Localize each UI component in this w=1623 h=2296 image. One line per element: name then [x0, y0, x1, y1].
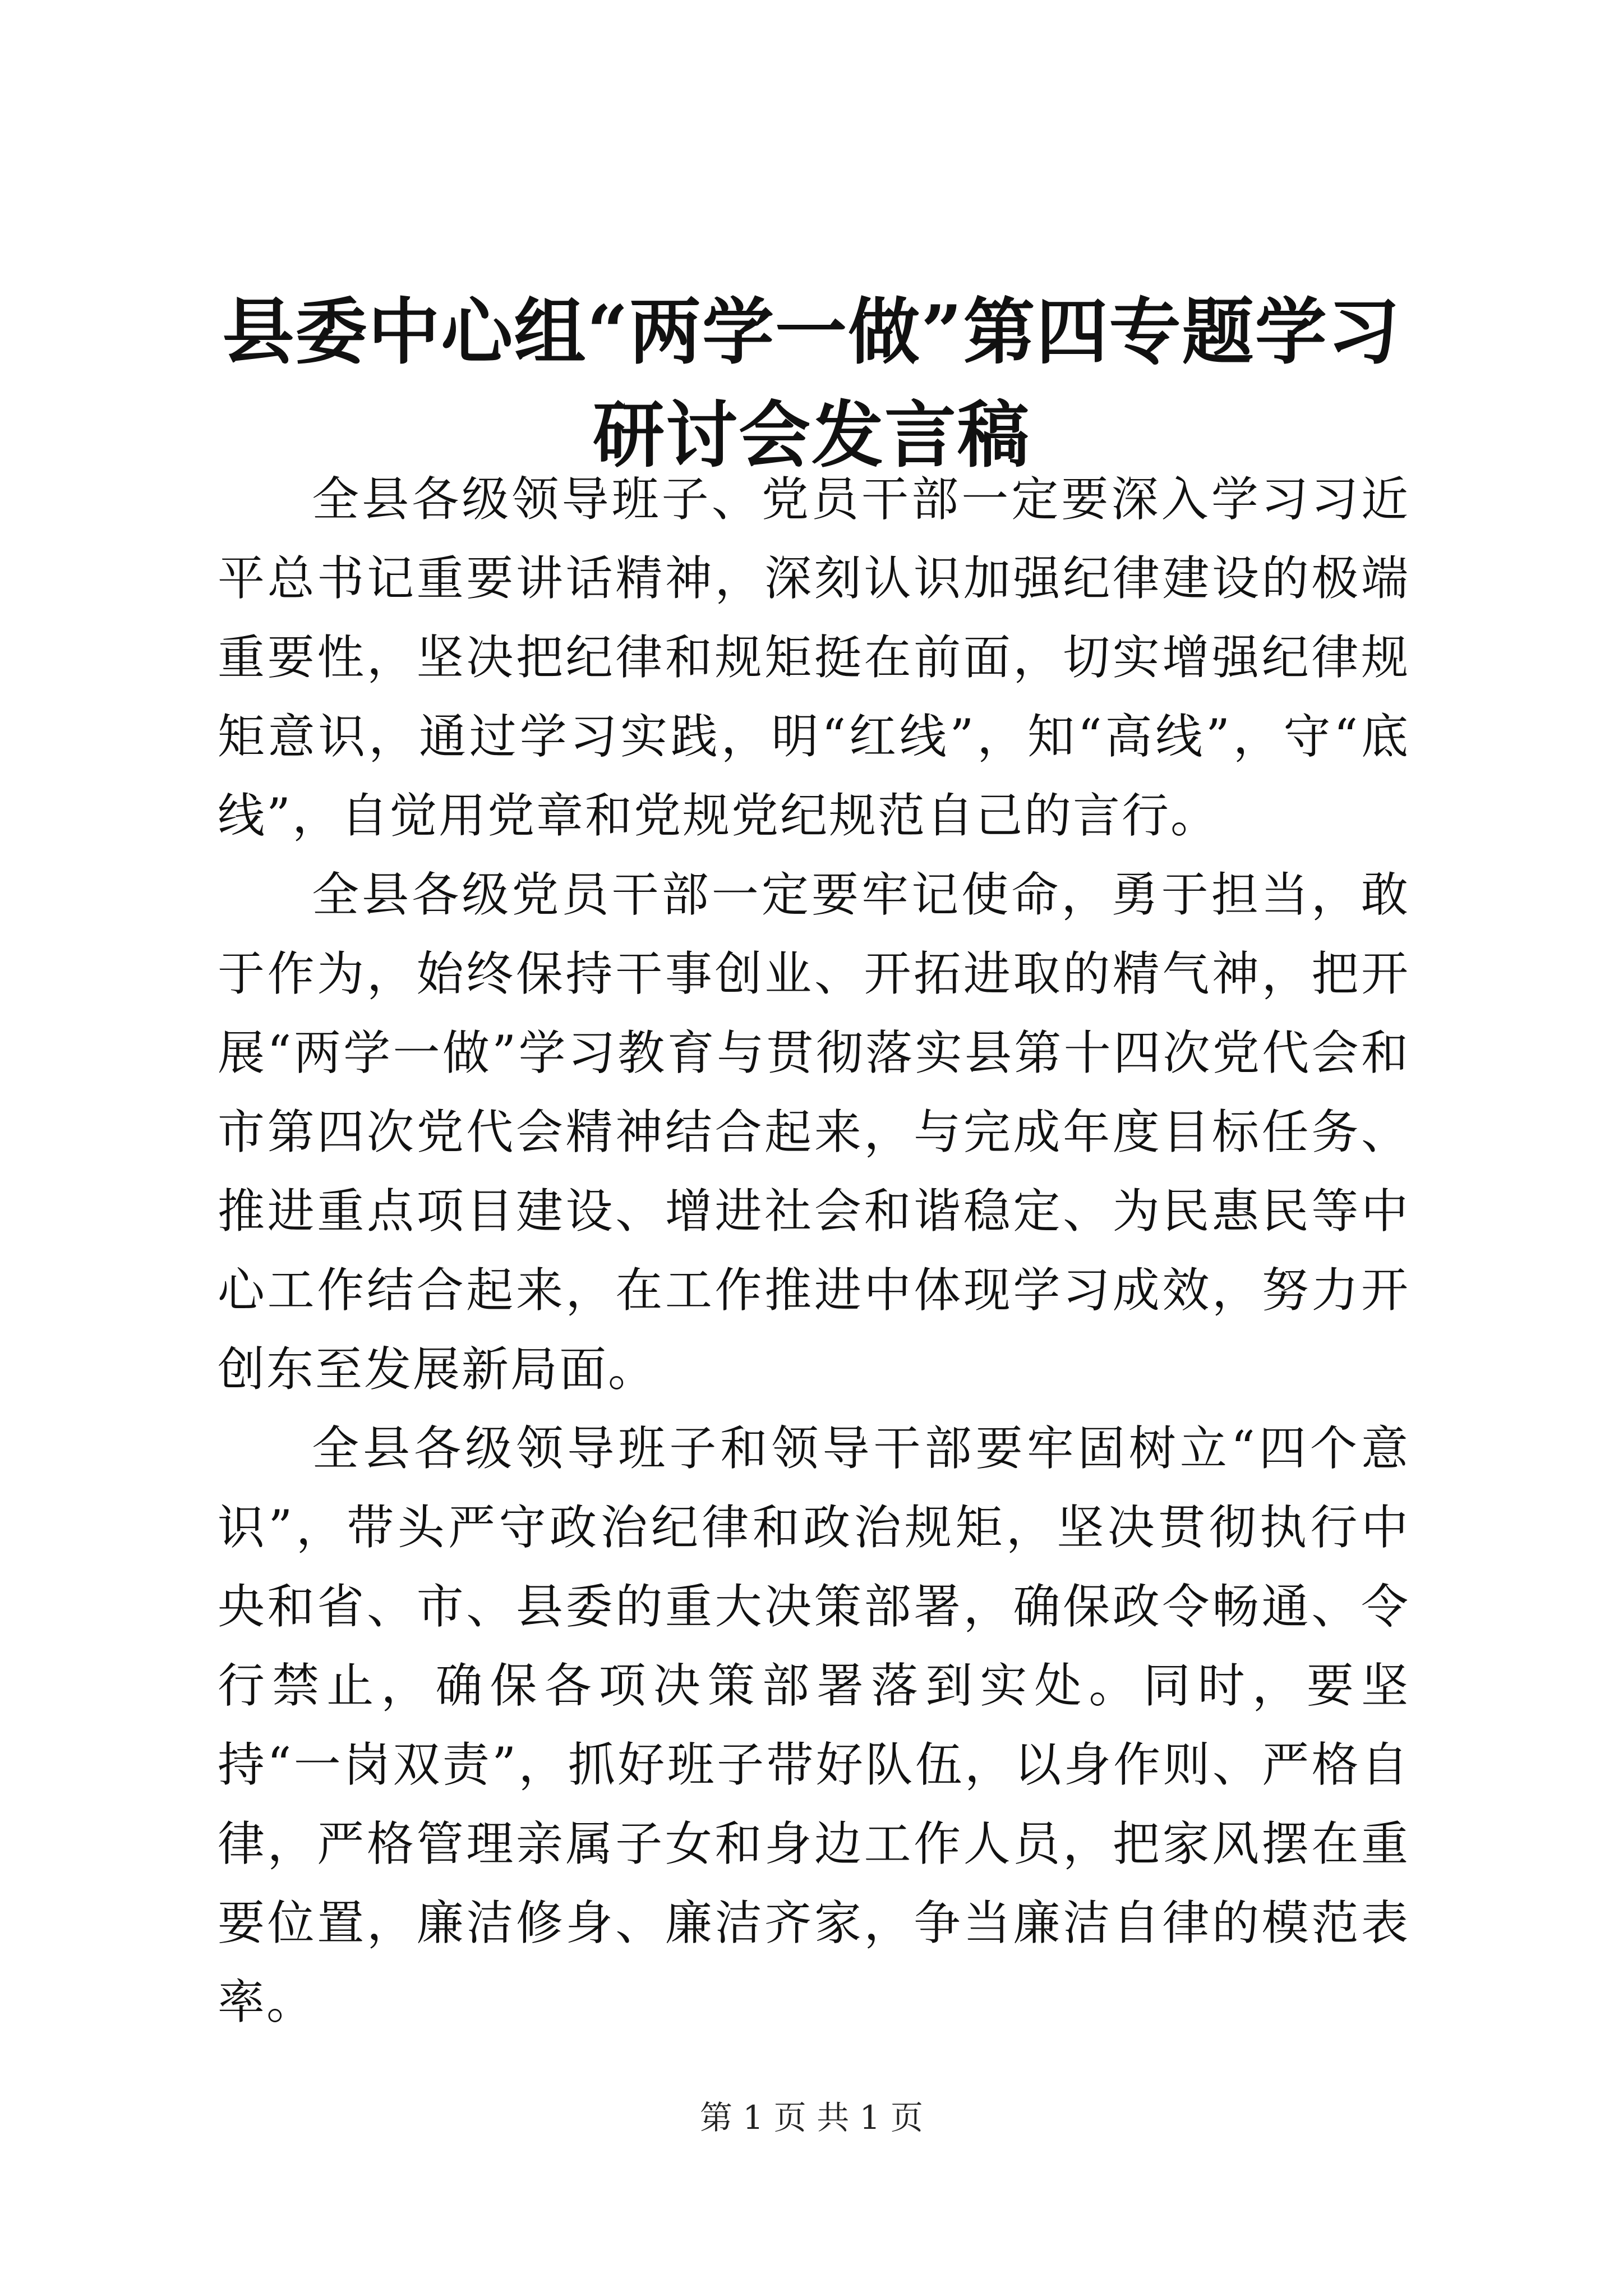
page-footer: 第 1 页 共 1 页 — [700, 2099, 923, 2137]
document-title: 县委中心组“两学一做”第四专题学习研讨会发言稿 — [222, 290, 1401, 477]
paragraph-2: 全县各级党员干部一定要牢记使命，勇于担当，敢于作为，始终保持干事创业、开拓进取的精气神，把开展“两学一做”学习教育与贯彻落实县第十四次党代会和市第四次党代会精神结合起来，与完成年度目标任务、推进重点项目建设、增进社会和谐稳定、为民惠民等中心工作结合起来，在工作推进中体现学习成效，努力开创东至发展新局面。 — [218, 867, 1410, 1397]
document-body — [218, 460, 1410, 2042]
paragraph-3: 全县各级领导班子和领导干部要牢固树立“四个意识”，带头严守政治纪律和政治规矩，坚决贯彻执行中央和省、市、县委的重大决策部署，确保政令畅通、令行禁止，确保各项决策部署落到实处。同时，要坚持“一岗双责”，抓好班子带好队伍，以身作则、严格自律，严格管理亲属子女和身边工作人员，把家风摆在重要位置，廉洁修身、廉洁齐家，争当廉洁自律的模范表率。 — [218, 1421, 1410, 2030]
paragraph-1: 全县各级领导班子、党员干部一定要深入学习习近平总书记重要讲话精神，深刻认识加强纪律建设的极端重要性，坚决把纪律和规矩挺在前面，切实增强纪律规矩意识，通过学习实践，明“红线”，知“高线”，守“底线”，自觉用党章和党规党纪规范自己的言行。 — [218, 472, 1410, 843]
